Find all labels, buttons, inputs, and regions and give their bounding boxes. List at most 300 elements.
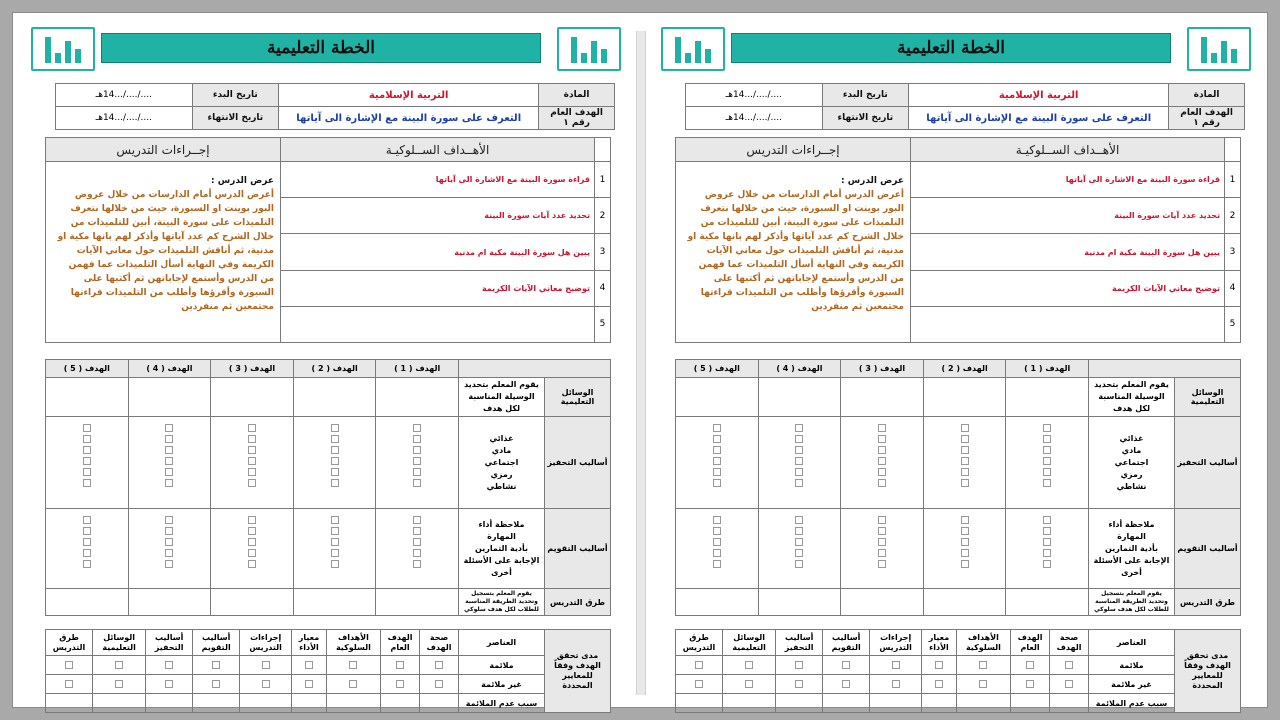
objective-text: يبين هل سورة البينة مكية ام مدنية bbox=[911, 234, 1225, 270]
general-goal-label: الهدف العام رقم ١ bbox=[1169, 107, 1245, 130]
checkbox-cell bbox=[93, 656, 146, 675]
checkbox[interactable] bbox=[713, 538, 721, 546]
checkbox[interactable] bbox=[165, 538, 173, 546]
checkbox-column bbox=[376, 417, 459, 509]
checkbox[interactable] bbox=[331, 516, 339, 524]
checkbox[interactable] bbox=[795, 457, 803, 465]
checkbox[interactable] bbox=[795, 435, 803, 443]
checkbox[interactable] bbox=[83, 468, 91, 476]
checkbox[interactable] bbox=[795, 527, 803, 535]
checkbox[interactable] bbox=[305, 680, 313, 688]
methods-desc: يقوم المعلم بتسجيل وتحديد الطريقة المناسبة للطلاب لكل هدف سلوكي bbox=[459, 589, 545, 616]
checkbox[interactable] bbox=[713, 516, 721, 524]
row-label: غير ملائمة bbox=[1089, 675, 1175, 694]
bar-chart-logo-icon bbox=[661, 27, 725, 71]
goal-col-4: الهدف ( 4 ) bbox=[758, 360, 841, 378]
checkbox-cell bbox=[93, 675, 146, 694]
checkbox[interactable] bbox=[713, 435, 721, 443]
checkbox-cell bbox=[1010, 656, 1049, 675]
checkbox[interactable] bbox=[1043, 424, 1051, 432]
reason-cell[interactable] bbox=[723, 694, 776, 713]
checkbox-column bbox=[293, 509, 376, 589]
general-goal-label: الهدف العام رقم ١ bbox=[539, 107, 615, 130]
end-date-label: تاريخ الانتهاء bbox=[822, 107, 909, 130]
procedure-title: عرض الدرس : bbox=[211, 176, 274, 187]
means-cell[interactable] bbox=[676, 378, 759, 417]
checkbox[interactable] bbox=[331, 560, 339, 568]
checkbox[interactable] bbox=[878, 479, 886, 487]
checkbox[interactable] bbox=[842, 661, 850, 669]
means-cell[interactable] bbox=[293, 378, 376, 417]
checkbox-cell bbox=[292, 656, 327, 675]
checkbox[interactable] bbox=[1026, 680, 1034, 688]
checkbox-cell bbox=[420, 675, 459, 694]
methods-cell[interactable] bbox=[676, 589, 759, 616]
checkbox[interactable] bbox=[1026, 661, 1034, 669]
methods-cell[interactable] bbox=[293, 589, 376, 616]
checkbox-cell bbox=[776, 656, 823, 675]
checkbox[interactable] bbox=[248, 424, 256, 432]
checkbox[interactable] bbox=[713, 457, 721, 465]
checkbox[interactable] bbox=[961, 479, 969, 487]
row-label: ملائمة bbox=[1089, 656, 1175, 675]
means-cell[interactable] bbox=[841, 378, 924, 417]
objective-number: 3 bbox=[1225, 234, 1241, 270]
num-header bbox=[595, 138, 611, 162]
objectives-table bbox=[45, 137, 611, 343]
evaluation-label: أساليب التقويم bbox=[1175, 509, 1241, 589]
checkbox[interactable] bbox=[1043, 479, 1051, 487]
checkbox-column bbox=[376, 509, 459, 589]
checkbox[interactable] bbox=[878, 468, 886, 476]
checkbox[interactable] bbox=[1043, 538, 1051, 546]
checkbox-cell bbox=[870, 675, 922, 694]
reason-cell[interactable] bbox=[420, 694, 459, 713]
checkbox[interactable] bbox=[892, 661, 900, 669]
checkbox[interactable] bbox=[842, 680, 850, 688]
methods-cell[interactable] bbox=[46, 589, 129, 616]
checkbox[interactable] bbox=[892, 680, 900, 688]
checkbox[interactable] bbox=[349, 680, 357, 688]
checkbox-cell bbox=[380, 656, 419, 675]
reason-cell[interactable] bbox=[380, 694, 419, 713]
checkbox[interactable] bbox=[961, 457, 969, 465]
checkbox-column bbox=[923, 417, 1006, 509]
reason-cell[interactable] bbox=[326, 694, 380, 713]
checkbox-cell bbox=[46, 656, 93, 675]
motivation-list bbox=[459, 417, 545, 509]
checkbox[interactable] bbox=[248, 435, 256, 443]
checkbox[interactable] bbox=[413, 538, 421, 546]
start-date-label: تاريخ البدء bbox=[822, 84, 909, 107]
checkbox[interactable] bbox=[413, 457, 421, 465]
evaluation-label: أساليب التقويم bbox=[545, 509, 611, 589]
checkbox-cell bbox=[956, 675, 1010, 694]
methods-cell[interactable] bbox=[211, 589, 294, 616]
checkbox[interactable] bbox=[961, 516, 969, 524]
methods-cell[interactable] bbox=[841, 589, 924, 616]
checkbox[interactable] bbox=[713, 468, 721, 476]
checkbox[interactable] bbox=[795, 516, 803, 524]
bar-chart-logo-icon bbox=[557, 27, 621, 71]
checkbox[interactable] bbox=[396, 661, 404, 669]
checkbox[interactable] bbox=[413, 424, 421, 432]
checkbox[interactable] bbox=[115, 680, 123, 688]
checkbox[interactable] bbox=[165, 424, 173, 432]
checkbox[interactable] bbox=[795, 468, 803, 476]
checkbox[interactable] bbox=[979, 680, 987, 688]
title-bar bbox=[101, 33, 541, 63]
reason-cell[interactable] bbox=[193, 694, 240, 713]
goal-col-3: الهدف ( 3 ) bbox=[841, 360, 924, 378]
checkbox[interactable] bbox=[878, 424, 886, 432]
checkbox[interactable] bbox=[1043, 527, 1051, 535]
means-label: الوسائل التعليمية bbox=[1175, 378, 1241, 417]
checkbox[interactable] bbox=[331, 538, 339, 546]
checkbox[interactable] bbox=[878, 560, 886, 568]
checkbox[interactable] bbox=[165, 435, 173, 443]
checkbox[interactable] bbox=[248, 516, 256, 524]
checkbox[interactable] bbox=[1043, 435, 1051, 443]
checkbox-cell bbox=[922, 675, 957, 694]
checkbox[interactable] bbox=[1065, 680, 1073, 688]
checkbox[interactable] bbox=[262, 661, 270, 669]
checkbox[interactable] bbox=[248, 457, 256, 465]
checkbox[interactable] bbox=[413, 549, 421, 557]
end-date-value: ..../..../...14هـ bbox=[56, 107, 193, 130]
reason-cell[interactable] bbox=[240, 694, 292, 713]
checkbox[interactable] bbox=[165, 549, 173, 557]
checkbox-column bbox=[46, 509, 129, 589]
start-date-label: تاريخ البدء bbox=[192, 84, 279, 107]
motivation-item: مادي bbox=[491, 445, 512, 455]
review-col: الوسائل التعليمية bbox=[93, 630, 146, 656]
review-col: الأهداف السلوكية bbox=[956, 630, 1010, 656]
checkbox[interactable] bbox=[165, 527, 173, 535]
checkbox-cell bbox=[193, 656, 240, 675]
checkbox[interactable] bbox=[83, 424, 91, 432]
assessment-grid bbox=[45, 359, 611, 616]
checkbox[interactable] bbox=[795, 424, 803, 432]
checkbox-column bbox=[1006, 417, 1089, 509]
means-cell[interactable] bbox=[46, 378, 129, 417]
checkbox[interactable] bbox=[795, 661, 803, 669]
checkbox[interactable] bbox=[165, 468, 173, 476]
methods-label: طرق التدريس bbox=[1175, 589, 1241, 616]
means-cell[interactable] bbox=[758, 378, 841, 417]
means-cell[interactable] bbox=[376, 378, 459, 417]
motivation-label: أساليب التحفيز bbox=[545, 417, 611, 509]
checkbox[interactable] bbox=[331, 446, 339, 454]
checkbox[interactable] bbox=[878, 549, 886, 557]
review-col: أساليب التقويم bbox=[823, 630, 870, 656]
checkbox[interactable] bbox=[1065, 661, 1073, 669]
review-col: الهدف العام bbox=[1010, 630, 1049, 656]
motivation-item: غذائي bbox=[1119, 433, 1144, 443]
procedure-body: أعرض الدرس أمام الدارسات من خلال عروض البور بوينت او السبورة، حيث من خلالها نتعرف التلميذات على سورة البينة، أبين للتلميذات من خلال الشرح كم عدد آياتها وأذكر لهم بانها مكية او مدنية، ثم أناقش التلميذات حول معاني الآيات الكريمة وفي النهاية أسأل التلميذات عما فهمن من الدرس وأستمع لإجاباتهن ثم أكتبها على السبورة وأقرؤها وأطلب من التلميذات قراءتها مجتمعين ثم منفردين bbox=[57, 190, 274, 313]
checkbox[interactable] bbox=[413, 446, 421, 454]
checkbox[interactable] bbox=[349, 661, 357, 669]
methods-cell[interactable] bbox=[1006, 589, 1089, 616]
checkbox[interactable] bbox=[935, 680, 943, 688]
checkbox[interactable] bbox=[413, 527, 421, 535]
checkbox[interactable] bbox=[878, 446, 886, 454]
checkbox-cell bbox=[1050, 675, 1089, 694]
reason-cell[interactable] bbox=[46, 694, 93, 713]
bar-chart-logo-icon bbox=[1187, 27, 1251, 71]
checkbox[interactable] bbox=[935, 661, 943, 669]
checkbox[interactable] bbox=[83, 549, 91, 557]
checkbox[interactable] bbox=[1043, 457, 1051, 465]
checkbox[interactable] bbox=[305, 661, 313, 669]
checkbox[interactable] bbox=[1043, 446, 1051, 454]
checkbox[interactable] bbox=[212, 680, 220, 688]
checkbox-cell bbox=[193, 675, 240, 694]
checkbox-cell bbox=[922, 656, 957, 675]
checkbox[interactable] bbox=[695, 661, 703, 669]
checkbox[interactable] bbox=[262, 680, 270, 688]
reason-cell[interactable] bbox=[676, 694, 723, 713]
checkbox[interactable] bbox=[961, 446, 969, 454]
plan-page-right bbox=[661, 27, 1251, 708]
info-table bbox=[685, 83, 1245, 130]
review-table bbox=[675, 629, 1241, 713]
means-cell[interactable] bbox=[128, 378, 211, 417]
checkbox[interactable] bbox=[745, 661, 753, 669]
reason-cell[interactable] bbox=[776, 694, 823, 713]
checkbox[interactable] bbox=[65, 661, 73, 669]
checkbox-column bbox=[676, 417, 759, 509]
checkbox[interactable] bbox=[165, 457, 173, 465]
review-col: معيار الأداء bbox=[922, 630, 957, 656]
checkbox[interactable] bbox=[331, 549, 339, 557]
checkbox[interactable] bbox=[212, 661, 220, 669]
checkbox[interactable] bbox=[248, 560, 256, 568]
checkbox[interactable] bbox=[961, 538, 969, 546]
objective-text bbox=[281, 306, 595, 342]
checkbox[interactable] bbox=[413, 468, 421, 476]
checkbox[interactable] bbox=[248, 446, 256, 454]
reason-cell[interactable] bbox=[922, 694, 957, 713]
checkbox[interactable] bbox=[878, 538, 886, 546]
evaluation-item: أخرى bbox=[1121, 567, 1142, 577]
checkbox[interactable] bbox=[878, 457, 886, 465]
checkbox[interactable] bbox=[248, 527, 256, 535]
general-goal-value: التعرف على سورة البينة مع الإشارة الى آياتها bbox=[279, 107, 539, 130]
objective-number: 3 bbox=[595, 234, 611, 270]
assessment-grid bbox=[675, 359, 1241, 616]
objective-text: تحديد عدد آيات سورة البينة bbox=[281, 198, 595, 234]
checkbox[interactable] bbox=[795, 538, 803, 546]
checkbox[interactable] bbox=[961, 424, 969, 432]
objective-number: 4 bbox=[1225, 270, 1241, 306]
checkbox[interactable] bbox=[115, 661, 123, 669]
checkbox-cell bbox=[676, 675, 723, 694]
checkbox[interactable] bbox=[83, 538, 91, 546]
elements-label: العناصر bbox=[459, 630, 545, 656]
checkbox-cell bbox=[956, 656, 1010, 675]
methods-desc: يقوم المعلم بتسجيل وتحديد الطريقة المناسبة للطلاب لكل هدف سلوكي bbox=[1089, 589, 1175, 616]
checkbox[interactable] bbox=[248, 468, 256, 476]
checkbox[interactable] bbox=[248, 549, 256, 557]
checkbox[interactable] bbox=[961, 549, 969, 557]
checkbox[interactable] bbox=[713, 549, 721, 557]
checkbox[interactable] bbox=[331, 479, 339, 487]
checkbox[interactable] bbox=[1043, 468, 1051, 476]
checkbox-cell bbox=[326, 675, 380, 694]
motivation-item: مادي bbox=[1121, 445, 1142, 455]
motivation-item: اجتماعي bbox=[1114, 457, 1149, 467]
checkbox[interactable] bbox=[83, 435, 91, 443]
checkbox[interactable] bbox=[795, 446, 803, 454]
checkbox[interactable] bbox=[165, 479, 173, 487]
methods-cell[interactable] bbox=[128, 589, 211, 616]
checkbox[interactable] bbox=[713, 479, 721, 487]
evaluation-item: بأدية التمارين bbox=[475, 543, 528, 553]
checkbox[interactable] bbox=[713, 560, 721, 568]
evaluation-item: المهارة bbox=[487, 531, 516, 541]
checkbox[interactable] bbox=[961, 435, 969, 443]
checkbox[interactable] bbox=[795, 680, 803, 688]
checkbox[interactable] bbox=[1043, 560, 1051, 568]
procedures-cell bbox=[676, 162, 911, 343]
review-col: الهدف العام bbox=[380, 630, 419, 656]
evaluation-item: المهارة bbox=[1117, 531, 1146, 541]
checkbox[interactable] bbox=[713, 446, 721, 454]
checkbox[interactable] bbox=[413, 560, 421, 568]
checkbox[interactable] bbox=[83, 457, 91, 465]
means-cell[interactable] bbox=[211, 378, 294, 417]
checkbox[interactable] bbox=[331, 468, 339, 476]
motivation-item: اجتماعي bbox=[484, 457, 519, 467]
checkbox[interactable] bbox=[165, 516, 173, 524]
checkbox[interactable] bbox=[83, 516, 91, 524]
checkbox[interactable] bbox=[83, 527, 91, 535]
review-col: صحة الهدف bbox=[1050, 630, 1089, 656]
document-frame bbox=[12, 12, 1268, 708]
objective-number: 1 bbox=[595, 162, 611, 198]
reason-cell[interactable] bbox=[1050, 694, 1089, 713]
checkbox-cell bbox=[723, 656, 776, 675]
checkbox[interactable] bbox=[795, 479, 803, 487]
checkbox[interactable] bbox=[979, 661, 987, 669]
checkbox[interactable] bbox=[248, 479, 256, 487]
checkbox[interactable] bbox=[878, 435, 886, 443]
checkbox[interactable] bbox=[961, 468, 969, 476]
objective-text: قراءة سورة البينة مع الاشارة الى آياتها bbox=[281, 162, 595, 198]
goal-col-3: الهدف ( 3 ) bbox=[211, 360, 294, 378]
checkbox[interactable] bbox=[83, 479, 91, 487]
checkbox[interactable] bbox=[1043, 516, 1051, 524]
goal-col-2: الهدف ( 2 ) bbox=[923, 360, 1006, 378]
methods-cell[interactable] bbox=[376, 589, 459, 616]
checkbox[interactable] bbox=[165, 446, 173, 454]
checkbox[interactable] bbox=[331, 457, 339, 465]
goal-col-4: الهدف ( 4 ) bbox=[128, 360, 211, 378]
checkbox[interactable] bbox=[695, 680, 703, 688]
checkbox-column bbox=[128, 417, 211, 509]
checkbox-column bbox=[758, 509, 841, 589]
checkbox[interactable] bbox=[713, 424, 721, 432]
checkbox[interactable] bbox=[413, 516, 421, 524]
num-header bbox=[1225, 138, 1241, 162]
checkbox[interactable] bbox=[165, 661, 173, 669]
checkbox[interactable] bbox=[878, 527, 886, 535]
checkbox[interactable] bbox=[745, 680, 753, 688]
checkbox-column bbox=[128, 509, 211, 589]
checkbox[interactable] bbox=[165, 560, 173, 568]
checkbox[interactable] bbox=[248, 538, 256, 546]
checkbox[interactable] bbox=[331, 424, 339, 432]
reason-cell[interactable] bbox=[1010, 694, 1049, 713]
checkbox-column bbox=[841, 417, 924, 509]
checkbox[interactable] bbox=[961, 527, 969, 535]
end-date-value: ..../..../...14هـ bbox=[686, 107, 823, 130]
checkbox[interactable] bbox=[795, 560, 803, 568]
checkbox[interactable] bbox=[795, 549, 803, 557]
elements-label: العناصر bbox=[1089, 630, 1175, 656]
checkbox[interactable] bbox=[961, 560, 969, 568]
checkbox[interactable] bbox=[1043, 549, 1051, 557]
checkbox-cell bbox=[823, 656, 870, 675]
checkbox[interactable] bbox=[413, 435, 421, 443]
checkbox[interactable] bbox=[413, 479, 421, 487]
means-cell[interactable] bbox=[1006, 378, 1089, 417]
checkbox[interactable] bbox=[435, 661, 443, 669]
checkbox-cell bbox=[723, 675, 776, 694]
checkbox-cell bbox=[240, 656, 292, 675]
checkbox[interactable] bbox=[878, 516, 886, 524]
page-title: الخطة التعليمية bbox=[897, 38, 1005, 58]
evaluation-item: أخرى bbox=[491, 567, 512, 577]
methods-cell[interactable] bbox=[758, 589, 841, 616]
reason-cell[interactable] bbox=[93, 694, 146, 713]
checkbox[interactable] bbox=[396, 680, 404, 688]
reason-cell[interactable] bbox=[292, 694, 327, 713]
reason-cell[interactable] bbox=[146, 694, 193, 713]
objective-number: 4 bbox=[595, 270, 611, 306]
checkbox-cell bbox=[676, 656, 723, 675]
checkbox[interactable] bbox=[83, 446, 91, 454]
checkbox-cell bbox=[870, 656, 922, 675]
reason-cell[interactable] bbox=[870, 694, 922, 713]
checkbox[interactable] bbox=[435, 680, 443, 688]
row-label: ملائمة bbox=[459, 656, 545, 675]
means-cell[interactable] bbox=[923, 378, 1006, 417]
objective-text: تحديد عدد آيات سورة البينة bbox=[911, 198, 1225, 234]
checkbox[interactable] bbox=[165, 680, 173, 688]
checkbox[interactable] bbox=[83, 560, 91, 568]
review-col: الأهداف السلوكية bbox=[326, 630, 380, 656]
review-col: معيار الأداء bbox=[292, 630, 327, 656]
methods-cell[interactable] bbox=[923, 589, 1006, 616]
review-col: طرق التدريس bbox=[676, 630, 723, 656]
review-col: أساليب التقويم bbox=[193, 630, 240, 656]
evaluation-item: الإجابة على الأسئلة bbox=[1093, 555, 1170, 565]
checkbox[interactable] bbox=[713, 527, 721, 535]
motivation-label: أساليب التحفيز bbox=[1175, 417, 1241, 509]
reason-cell[interactable] bbox=[956, 694, 1010, 713]
checkbox[interactable] bbox=[331, 527, 339, 535]
objective-number: 5 bbox=[595, 306, 611, 342]
checkbox[interactable] bbox=[65, 680, 73, 688]
row-label: غير ملائمة bbox=[459, 675, 545, 694]
reason-cell[interactable] bbox=[823, 694, 870, 713]
checkbox-column bbox=[1006, 509, 1089, 589]
objective-text: توضيح معاني الآيات الكريمة bbox=[281, 270, 595, 306]
motivation-item: نشاطي bbox=[1116, 481, 1147, 491]
checkbox[interactable] bbox=[331, 435, 339, 443]
